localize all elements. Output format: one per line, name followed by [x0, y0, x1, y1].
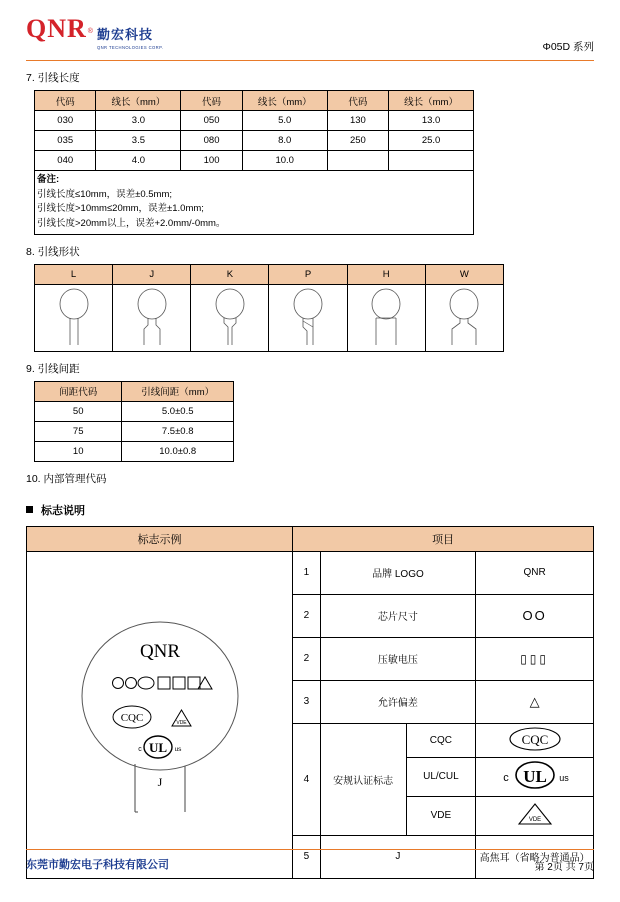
cell: 250	[327, 131, 388, 151]
shape-drawing-l	[35, 284, 113, 351]
table-row	[35, 401, 234, 421]
cert-label-vde: VDE	[406, 796, 476, 835]
table-row	[27, 551, 594, 594]
shape-code: J	[113, 264, 191, 284]
col-header-item: 项目	[293, 526, 594, 551]
marking-value: ▯▯▯	[476, 637, 594, 680]
col-header: 引线间距（mm）	[122, 381, 234, 401]
shape-drawing-j	[113, 284, 191, 351]
cell: 50	[35, 401, 122, 421]
logo-chinese-name: 勤宏科技	[96, 27, 153, 42]
bullet-square-icon	[26, 506, 33, 513]
marking-title-text: 标志说明	[41, 504, 85, 517]
cell: 8.0	[242, 131, 327, 151]
logo-text: QNR	[26, 14, 87, 43]
shape-drawing-h	[347, 284, 425, 351]
marking-index: 3	[293, 680, 321, 723]
cert-label-cqc: CQC	[406, 723, 476, 757]
cert-mark-ul	[476, 757, 594, 796]
svg-text:VDE: VDE	[175, 720, 187, 727]
table-header-row	[35, 91, 474, 111]
cell: 040	[35, 151, 96, 171]
shape-code: P	[269, 264, 347, 284]
col-header: 间距代码	[35, 381, 122, 401]
marking-index: 2	[293, 594, 321, 637]
cell: 13.0	[389, 111, 474, 131]
marking-value: QNR	[476, 551, 594, 594]
marking-item: 品牌 LOGO	[320, 551, 476, 594]
svg-text:UL: UL	[148, 740, 167, 756]
marking-index: 4	[293, 723, 321, 835]
svg-text:CQC: CQC	[120, 712, 143, 725]
col-header: 代码	[35, 91, 96, 111]
table-row	[35, 441, 234, 461]
cell: 10.0±0.8	[122, 441, 234, 461]
marking-index: 1	[293, 551, 321, 594]
table-row	[35, 421, 234, 441]
cell: 3.5	[96, 131, 181, 151]
marking-table	[26, 526, 594, 879]
svg-text:c: c	[502, 772, 509, 785]
shape-code: W	[425, 264, 503, 284]
shape-code: L	[35, 264, 113, 284]
marking-item: J	[320, 835, 476, 878]
col-header: 代码	[327, 91, 388, 111]
section-9-title: 9. 引线间距	[26, 362, 80, 375]
note-line: 引线长度≤10mm，误差±0.5mm;	[37, 188, 172, 200]
col-header: 线长（mm）	[96, 91, 181, 111]
table-header-row	[27, 526, 594, 551]
cell: 10.0	[242, 151, 327, 171]
svg-text:us: us	[558, 773, 569, 784]
series-label: Φ05D 系列	[542, 41, 594, 53]
page-header	[26, 16, 594, 61]
col-header: 线长（mm）	[389, 91, 474, 111]
cell	[327, 151, 388, 171]
svg-text:J: J	[157, 775, 162, 790]
marking-item: 安规认证标志	[320, 723, 406, 835]
svg-text:VDE: VDE	[528, 817, 541, 824]
cell: 130	[327, 111, 388, 131]
svg-text:UL: UL	[522, 767, 547, 787]
cell: 030	[35, 111, 96, 131]
document-page	[0, 16, 620, 902]
note-title: 备注:	[37, 174, 60, 185]
registered-icon: ®	[87, 27, 93, 35]
company-logo	[26, 16, 163, 50]
cell: 035	[35, 131, 96, 151]
logo-subtitle: QNR TECHNOLOGIES CORP.	[96, 45, 164, 50]
cell: 3.0	[96, 111, 181, 131]
marking-value: 高焦耳（省略为普通品）	[476, 835, 594, 878]
shape-drawing-k	[191, 284, 269, 351]
table-row	[35, 151, 474, 171]
svg-text:QNR: QNR	[139, 641, 180, 663]
marking-item: 压敏电压	[320, 637, 476, 680]
table-header-row	[35, 381, 234, 401]
page-number: 第 2页 共 7页	[534, 862, 594, 873]
cell: 7.5±0.8	[122, 421, 234, 441]
svg-text:CQC: CQC	[521, 731, 548, 747]
marking-value: ОО	[476, 594, 594, 637]
marking-index: 2	[293, 637, 321, 680]
shape-drawing-p	[269, 284, 347, 351]
shape-row	[35, 284, 504, 351]
shape-code: K	[191, 264, 269, 284]
shape-drawing-w	[425, 284, 503, 351]
lead-shape-table	[34, 264, 504, 352]
col-header: 代码	[181, 91, 242, 111]
marking-value: △	[476, 680, 594, 723]
cell: 080	[181, 131, 242, 151]
cert-mark-cqc	[476, 723, 594, 757]
device-illustration	[27, 551, 293, 878]
lead-length-table	[34, 90, 474, 235]
cell	[389, 151, 474, 171]
note-row	[35, 171, 474, 235]
marking-section-title	[26, 502, 594, 518]
table-header-row	[35, 264, 504, 284]
shape-code: H	[347, 264, 425, 284]
table-row	[35, 111, 474, 131]
note-cell	[35, 171, 474, 235]
svg-text:us: us	[174, 746, 181, 754]
section-7-title: 7. 引线长度	[26, 72, 80, 84]
company-name: 东莞市勤宏电子科技有限公司	[26, 859, 169, 871]
cell: 100	[181, 151, 242, 171]
marking-item: 允许偏差	[320, 680, 476, 723]
cell: 050	[181, 111, 242, 131]
page-footer	[26, 849, 594, 884]
table-row	[35, 131, 474, 151]
note-line: 引线长度>10mm≤20mm，误差±1.0mm;	[37, 203, 204, 215]
cell: 75	[35, 421, 122, 441]
col-header-example: 标志示例	[27, 526, 293, 551]
cell: 4.0	[96, 151, 181, 171]
cell: 10	[35, 441, 122, 461]
cell: 5.0	[242, 111, 327, 131]
section-8-title: 8. 引线形状	[26, 245, 80, 258]
marking-item: 芯片尺寸	[320, 594, 476, 637]
cell: 5.0±0.5	[122, 401, 234, 421]
cell: 25.0	[389, 131, 474, 151]
lead-spacing-table	[34, 381, 234, 462]
note-line: 引线长度>20mm以上，误差+2.0mm/-0mm。	[37, 218, 226, 230]
cert-label-ul: UL/CUL	[406, 757, 476, 796]
col-header: 线长（mm）	[242, 91, 327, 111]
section-10-title: 10. 内部管理代码	[26, 472, 107, 485]
cert-mark-vde	[476, 796, 594, 835]
marking-index: 5	[293, 835, 321, 878]
svg-text:c: c	[137, 746, 142, 754]
